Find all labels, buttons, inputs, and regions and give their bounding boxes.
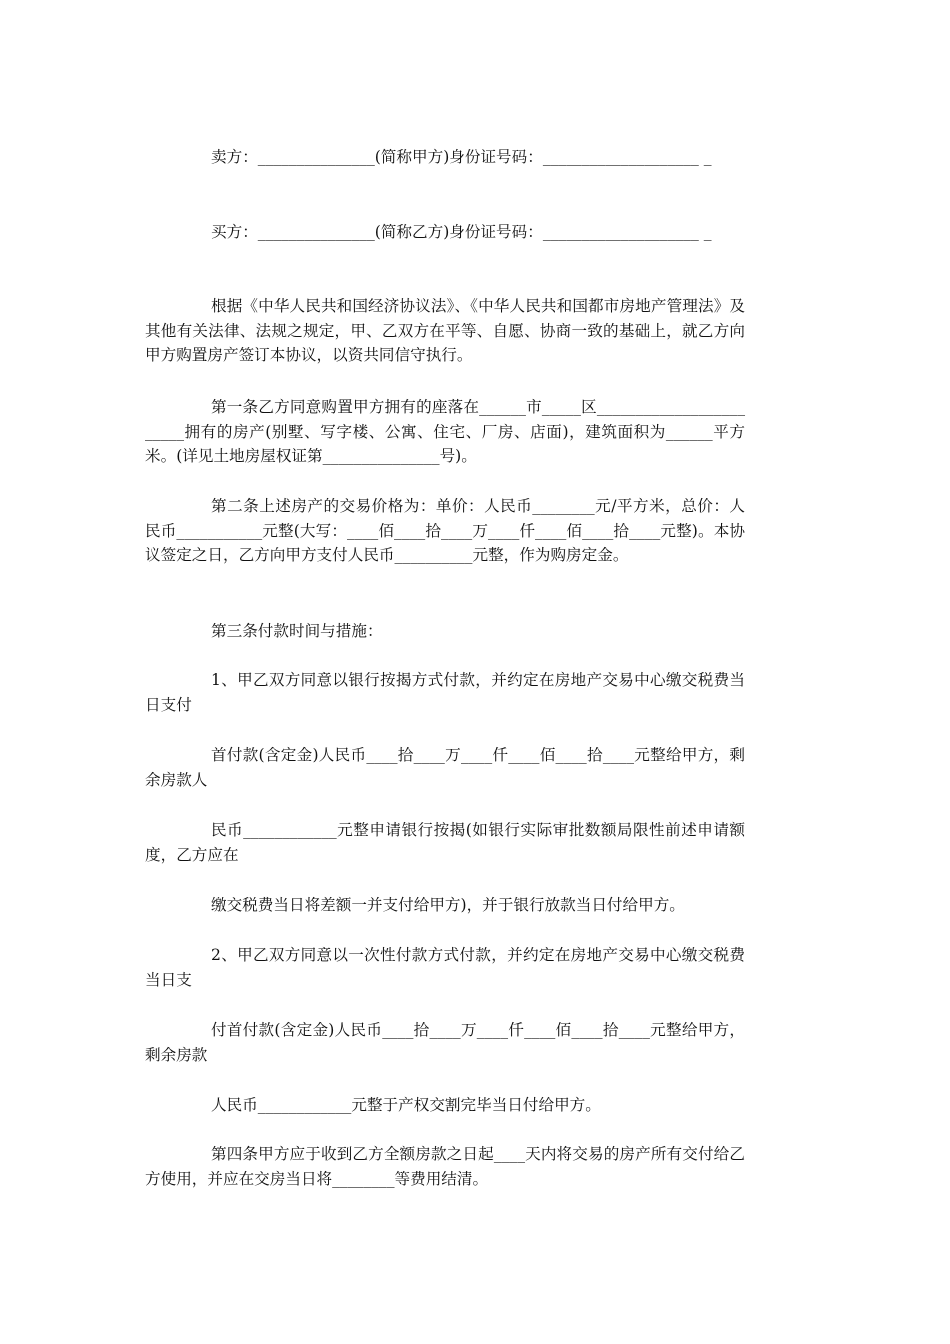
payment-option-1-balance: 缴交税费当日将差额一并支付给甲方)，并于银行放款当日付给甲方。 — [211, 896, 685, 914]
payment-option-1-down-payment: 首付款(含定金)人民币____拾____万____仟____佰____拾____元整给甲方，剩余房款人 — [145, 746, 745, 789]
payment-option-1: 1、甲乙双方同意以银行按揭方式付款，并约定在房地产交易中心缴交税费当日支付 — [145, 671, 745, 714]
buyer-line: 买方：_______________(简称乙方)身份证号码：____________________ _ — [211, 223, 712, 241]
payment-option-2: 2、甲乙双方同意以一次性付款方式付款，并约定在房地产交易中心缴交税费当日支 — [145, 946, 745, 989]
preamble-paragraph: 根据《中华人民共和国经济协议法》、《中华人民共和国都市房地产管理法》及其他有关法律、法规之规定，甲、乙双方在平等、自愿、协商一致的基础上，就乙方向甲方购置房产签订本协议，以资共同信守执行。 — [145, 297, 745, 364]
payment-option-2-down-payment: 付首付款(含定金)人民币____拾____万____仟____佰____拾____元整给甲方，剩余房款 — [145, 1021, 745, 1064]
article-2-paragraph: 第二条上述房产的交易价格为：单价：人民币________元/平方米，总价：人民币___________元整(大写：____佰____拾____万____仟____佰____拾____元整)。本协议签定之日，乙方向甲方支付人民币__________元整，作为购房定金。 — [145, 497, 745, 564]
payment-option-1-mortgage: 民币____________元整申请银行按揭(如银行实际审批数额局限性前述申请额度，乙方应在 — [145, 821, 745, 864]
payment-option-2-remainder: 人民币____________元整于产权交割完毕当日付给甲方。 — [211, 1096, 601, 1114]
seller-line: 卖方：_______________(简称甲方)身份证号码：____________________ _ — [211, 148, 712, 166]
article-1-paragraph: 第一条乙方同意购置甲方拥有的座落在______市_____区________________________拥有的房产(别墅、写字楼、公寓、住宅、厂房、店面)，建筑面积为______平方米。(详见土地房屋权证第_______________号)。 — [145, 398, 745, 465]
article-4-paragraph: 第四条甲方应于收到乙方全额房款之日起____天内将交易的房产所有交付给乙方使用，并应在交房当日将________等费用结清。 — [145, 1145, 745, 1188]
article-3-heading: 第三条付款时间与措施： — [211, 622, 383, 640]
